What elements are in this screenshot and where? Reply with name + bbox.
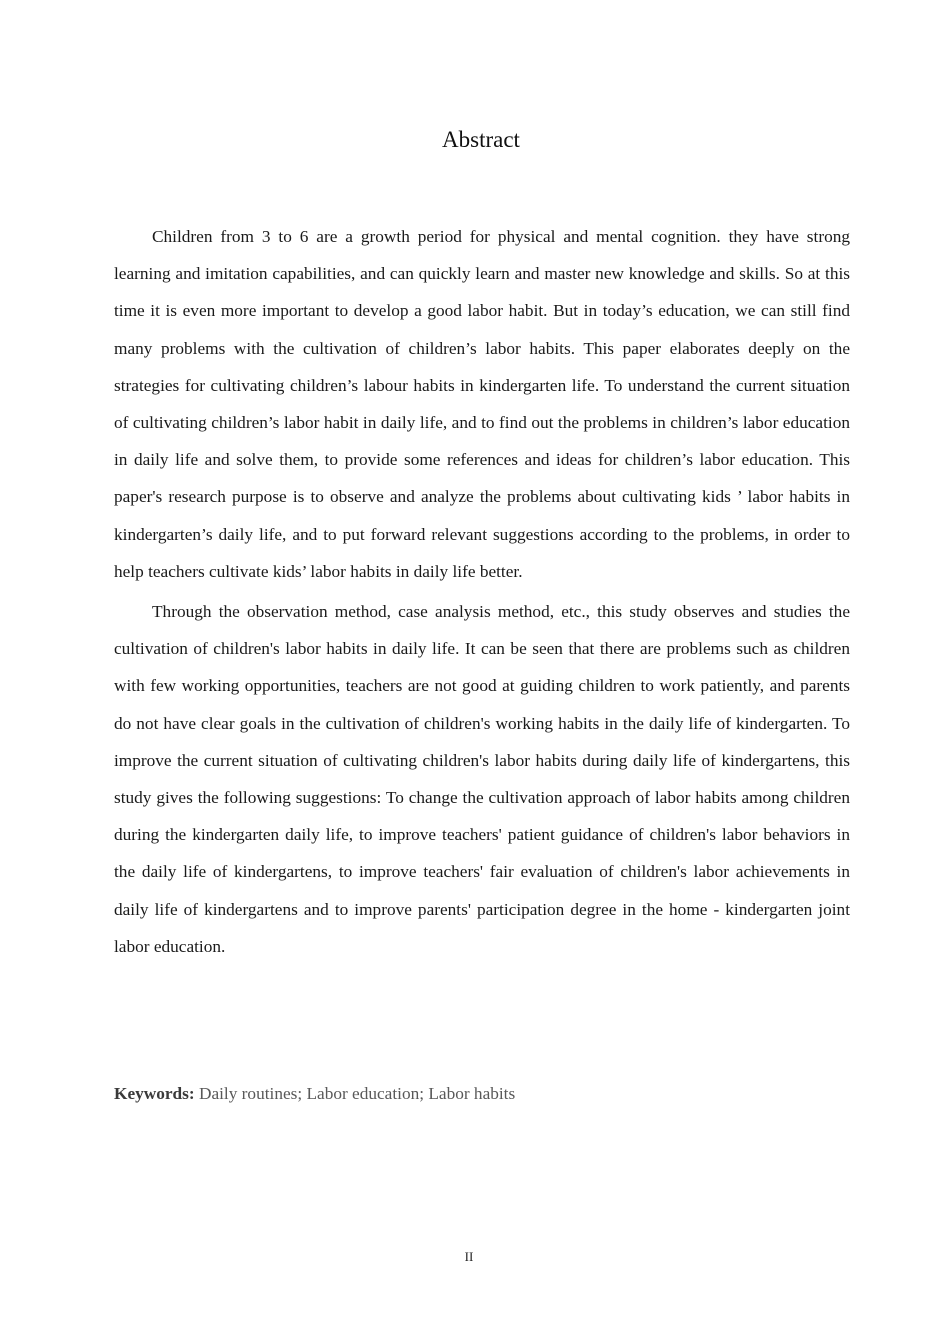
page-number: II	[464, 1249, 474, 1264]
abstract-body	[114, 218, 850, 965]
abstract-paragraph-1: Children from 3 to 6 are a growth period for physical and mental cognition. they have strong learning and imitation capabilities, and can quickly learn and master new knowledge and skills. So at this time it is even more important to develop a good labor habit. But in today’s education, we can still find many problems with the cultivation of children’s labor habits. This paper elaborates deeply on the strategies for cultivating children’s labour habits in kindergarten life. To understand the current situation of cultivating children’s labor habit in daily life, and to find out the problems in children’s labor education in daily life and solve them, to provide some references and ideas for children’s labor education. This paper's research purpose is to observe and analyze the problems about cultivating kids ’ labor habits in kindergarten’s daily life, and to put forward relevant suggestions according to the problems, in order to help teachers cultivate kids’ labor habits in daily life better.	[114, 227, 850, 581]
keywords-label: Keywords:	[114, 1084, 195, 1103]
keywords-value: Daily routines; Labor education; Labor habits	[194, 1084, 516, 1103]
keywords-line	[114, 1079, 850, 1109]
abstract-paragraph-2: Through the observation method, case analysis method, etc., this study observes and studies the cultivation of children's labor habits in daily life. It can be seen that there are problems such as children with few working opportunities, teachers are not good at guiding children to work patiently, and parents do not have clear goals in the cultivation of children's working habits in the daily life of kindergarten. To improve the current situation of cultivating children's labor habits during daily life of kindergartens, this study gives the following suggestions: To change the cultivation approach of labor habits among children during the kindergarten daily life, to improve teachers' patient guidance of children's labor behaviors in the daily life of kindergartens, to improve teachers' fair evaluation of children's labor achievements in daily life of kindergartens and to improve parents' participation degree in the home - kindergarten joint labor education.	[114, 602, 850, 956]
abstract-title: Abstract	[442, 127, 520, 152]
